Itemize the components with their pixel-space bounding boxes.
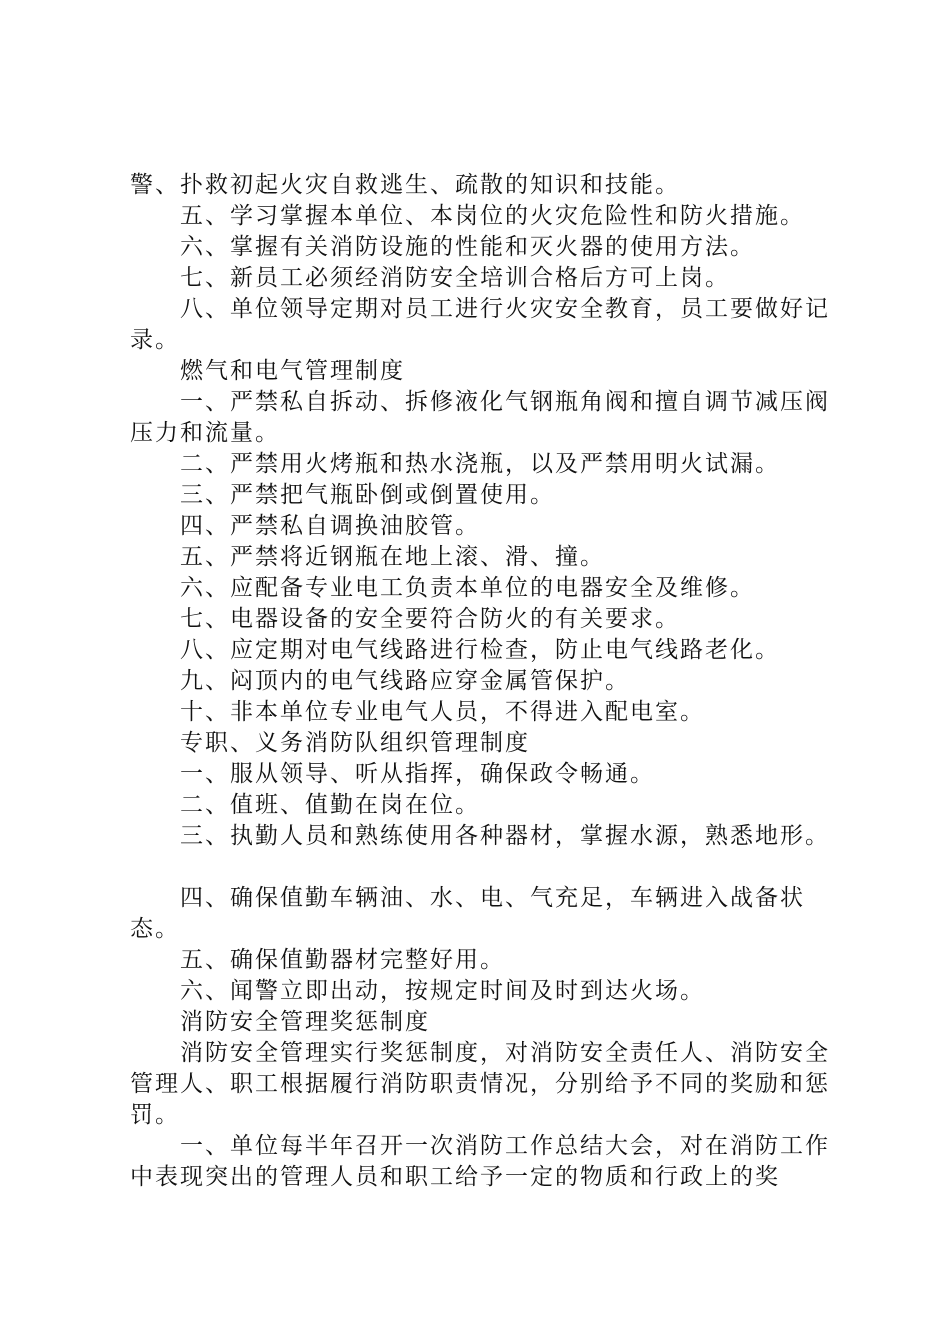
paragraph: 四、严禁私自调换油胶管。 [180, 513, 480, 539]
paragraph: 四、确保值勤车辆油、水、电、气充足，车辆进入战备状态。 [130, 885, 805, 942]
paragraph: 十、非本单位专业电气人员，不得进入配电室。 [180, 699, 705, 725]
paragraph: 一、严禁私自拆动、拆修液化气钢瓶角阀和擅自调节减压阀压力和流量。 [130, 389, 830, 446]
paragraph: 七、新员工必须经消防安全培训合格后方可上岗。 [180, 265, 730, 291]
paragraph: 一、单位每半年召开一次消防工作总结大会，对在消防工作中表现突出的管理人员和职工给予一定的物质和行政上的奖 [130, 1133, 830, 1190]
paragraph: 三、执勤人员和熟练使用各种器材，掌握水源，熟悉地形。 [180, 823, 830, 849]
paragraph: 二、值班、值勤在岗在位。 [180, 792, 480, 818]
paragraph: 一、服从领导、听从指挥，确保政令畅通。 [180, 761, 655, 787]
paragraph: 三、严禁把气瓶卧倒或倒置使用。 [180, 482, 555, 508]
section-heading: 消防安全管理奖惩制度 [180, 1009, 430, 1035]
paragraph: 八、应定期对电气线路进行检查，防止电气线路老化。 [180, 637, 780, 663]
paragraph: 五、学习掌握本单位、本岗位的火灾危险性和防火措施。 [180, 203, 805, 229]
paragraph: 五、确保值勤器材完整好用。 [180, 947, 505, 973]
paragraph: 六、闻警立即出动，按规定时间及时到达火场。 [180, 978, 705, 1004]
paragraph: 五、严禁将近钢瓶在地上滚、滑、撞。 [180, 544, 605, 570]
paragraph: 九、闷顶内的电气线路应穿金属管保护。 [180, 668, 630, 694]
paragraph: 消防安全管理实行奖惩制度，对消防安全责任人、消防安全管理人、职工根据履行消防职责情况，分别给予不同的奖励和惩罚。 [130, 1040, 830, 1128]
paragraph: 七、电器设备的安全要符合防火的有关要求。 [180, 606, 680, 632]
paragraph: 警、扑救初起火灾自救逃生、疏散的知识和技能。 [130, 172, 680, 198]
blank-line [130, 852, 830, 883]
paragraph: 八、单位领导定期对员工进行火灾安全教育，员工要做好记录。 [130, 296, 830, 353]
document-body [130, 170, 830, 1193]
paragraph: 二、严禁用火烤瓶和热水浇瓶，以及严禁用明火试漏。 [180, 451, 780, 477]
paragraph: 六、掌握有关消防设施的性能和灭火器的使用方法。 [180, 234, 755, 260]
paragraph: 六、应配备专业电工负责本单位的电器安全及维修。 [180, 575, 755, 601]
section-heading: 燃气和电气管理制度 [180, 358, 405, 384]
section-heading: 专职、义务消防队组织管理制度 [180, 730, 530, 756]
